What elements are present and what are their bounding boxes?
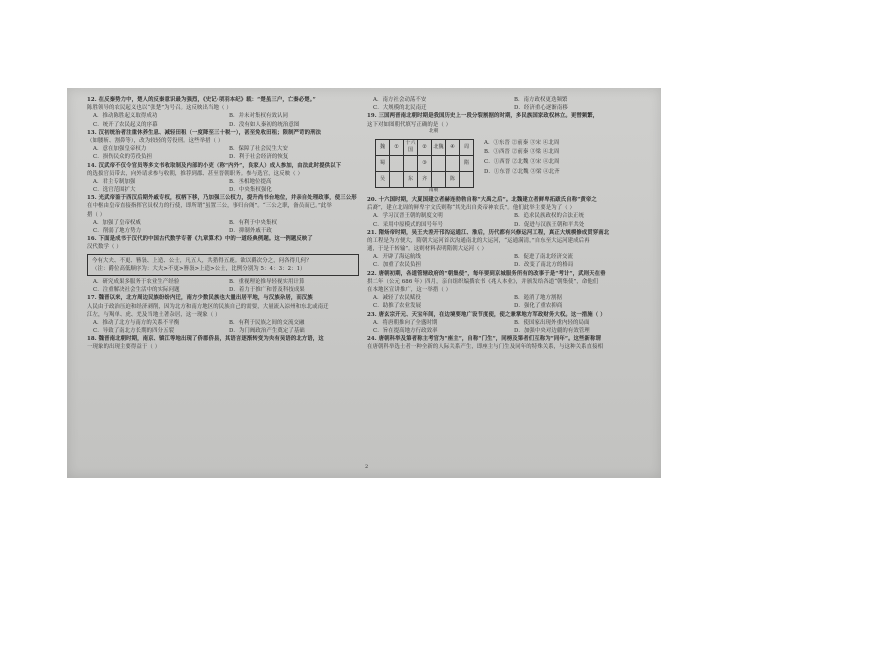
option-row: [367, 261, 649, 269]
page-number: 2: [365, 464, 369, 470]
option-row: [87, 112, 359, 120]
option-text: D．中央集权强化: [229, 187, 272, 194]
question-stem: 24. 唐朝科举及第者称主考官为“座主”，自称“门生”，同榜及第者们互称为“同年”。这些新称谓: [367, 336, 602, 343]
question-stem: 18. 魏晋南北朝时期，南京、镇江等地出现了侨郡侨县，其语言逐渐转变为央有吴语的北方语，这: [87, 336, 324, 343]
table-cell: 周: [460, 139, 474, 155]
option-text: A．君主专制加强: [93, 178, 136, 185]
boxed-problem-text: 今有大夫、不更、簪袅、上造、公士，凡五人，共猎得五鹿。欲以爵次分之，问各得几何？: [92, 257, 312, 264]
option-text: C．助推了农业发展: [373, 303, 422, 310]
option-text: D．利于社会经济的恢复: [229, 154, 289, 161]
option-text: B．重视理论推导轻视实用计算: [229, 278, 305, 285]
text-line: 在本地区宣讲推广，这一举措（ ）: [367, 287, 452, 293]
option-row: [87, 219, 359, 227]
question-stem: 21. 隋炀帝时期，吴王夫差开邗沟运通江、淮后，历代都有兴修运河工程，真正大规模修成贯穿南北: [367, 229, 610, 236]
dynasty-table-area: [367, 139, 649, 188]
table-cell: ①: [390, 139, 404, 155]
scanned-exam-page: [67, 88, 661, 478]
answer-option: C．①西晋 ②北魏 ③宋 ④北周: [484, 159, 560, 166]
option-text: A．减轻了农民赋役: [373, 295, 421, 302]
option-row: [367, 104, 649, 112]
option-text: C．注重解决社会生活中的实际问题: [93, 287, 180, 294]
option-row: [367, 212, 649, 220]
table-cell: [432, 171, 446, 187]
dynasty-table: [375, 139, 474, 188]
answer-option: D．①东晋 ②北魏 ③梁 ④北齐: [484, 168, 560, 175]
option-text: D．强化了重农抑商: [514, 303, 563, 310]
text-line: （如腰斩、割鼻等），改为较轻的劳役刑。这些举措（ ）: [87, 137, 224, 144]
option-row: [367, 96, 649, 104]
option-text: D．经济重心逐渐南移: [514, 105, 568, 112]
question-stem: 13. 汉初统治者注重休养生息、减轻田租（一度降至三十税一），甚至免收田租；限制严苛的刑法: [87, 129, 322, 136]
table-options: [484, 139, 560, 178]
option-row: [367, 253, 649, 261]
table-cell: 隋: [460, 155, 474, 171]
option-text: A．开辟了海运航线: [373, 254, 421, 261]
question-stem: 19. 三国两晋南北朝时期是我国历史上一段分裂割据的时期，多民族国家政权林立。更替频繁，: [367, 113, 599, 120]
option-row: [87, 327, 359, 335]
option-text: D．抑制外戚干政: [229, 228, 272, 234]
table-cell: 北魏: [432, 139, 446, 155]
option-text: A．推动陈胜起义取得成功: [93, 113, 158, 120]
table-cell: 十六国: [404, 139, 418, 155]
table-cell: 陈: [446, 171, 460, 187]
option-text: B．促进了南北经济交流: [514, 254, 573, 261]
text-line: 的选拔官员带去，向外请求参与收朝，推荐到郡、甚至晋朝职务。参与选官，这反映（ ）: [87, 170, 303, 177]
option-text: D．加强中央对边疆的有效管理: [514, 327, 590, 334]
table-cell: [390, 171, 404, 187]
option-text: C．选官范围扩大: [93, 187, 136, 194]
option-text: B．并未对集权有效认同: [229, 113, 288, 120]
option-row: [367, 294, 649, 302]
option-text: B．有利于民族之间的交流交融: [229, 319, 305, 326]
text-line: 措（ ）: [87, 211, 106, 218]
text-line: 这下对如图朝代填写正确的是（ ）: [367, 121, 452, 128]
option-text: C．损伤民众的劳役负担: [93, 154, 153, 161]
text-line: 人民由于政治压迫和经济剥削，因为北方和南方地区的民族自己的需要，大量流入凉州和东北或南迁: [87, 303, 329, 310]
question-stem: 16. 下面是成书于汉代的中国古代数学专著《九章算术》中的一道经典例题。这一例题反映了: [87, 236, 313, 243]
question-stem: 23. 唐玄宗开元、天宝年间，在边境要地广设节度使，使之兼掌地方军政财务大权。这一措施（ ）: [367, 311, 606, 318]
option-text: C．旨在提高地方行政效率: [373, 327, 438, 334]
answer-option: B．①西晋 ②前秦 ③梁 ④北周: [484, 149, 560, 156]
table-cell: 魏: [376, 139, 390, 155]
option-text: C．加重了农民负担: [373, 262, 422, 269]
option-row: [87, 227, 359, 235]
table-cell: ②: [418, 139, 432, 155]
question-stem: 22. 唐朝初期，各道管辖政府的“朝集使”，每年要到京城服务所有的改事于是“考计”，武则天在垂: [367, 270, 606, 277]
text-line: 后裔”，建立北周的鲜卑宇文氏则称“其先出自炎帝神农氏”。他们此举主要是为了（ ）: [367, 205, 576, 212]
right-column: [367, 96, 649, 352]
option-row: [367, 319, 649, 327]
table-cell: 蜀: [376, 155, 390, 171]
option-row: [367, 302, 649, 310]
option-row: [87, 186, 359, 194]
question-stem: 15. 光武帝鉴于西汉后期外戚专权，权柄下移，乃加强三公权力，提升尚书台地位，并亲自处理政事，使三公形: [87, 195, 357, 202]
problem-box: [87, 254, 359, 276]
text-line: 的工程是为方便大，隋朝大运河首次沟通南北的大运河，“运通满清，”自东至大运河建成后再: [367, 237, 590, 244]
option-text: A．意在加强皇帝权力: [93, 146, 147, 153]
option-text: B．有利于中央集权: [229, 219, 277, 226]
option-text: D．没有如人秦初的统治意图: [229, 121, 300, 128]
text-line: 汉代数学（ ）: [87, 244, 122, 251]
option-text: B．追求民族政权的合法正统: [514, 213, 584, 220]
table-cell: 东: [404, 171, 418, 187]
table-cell: [404, 155, 418, 171]
text-line: 在中枢由皇帝直接指挥官员权力的行使，即所谓“虽置三公，事归台阁”。“三公之职，备员而已。”此举: [87, 203, 332, 210]
table-cell: [432, 155, 446, 171]
text-line: 拱二年（公元 686 年）四月，亲自组织编撰农书《兆人本业》，并颁发给各道“朝集使”，命他们: [367, 278, 599, 285]
option-text: C．导致了南北方长期的四分五裂: [93, 328, 175, 335]
option-row: [87, 153, 359, 161]
option-text: C．削弱了地方势力: [93, 228, 142, 234]
question-stem: 20. 十六国时期，大夏国建立者赫连勃勃自称“大禹之后”。北魏建立者鲜卑拓跋氏自称“黄帝之: [367, 196, 597, 203]
option-text: B．南方政权更迭频繁: [514, 97, 568, 103]
table-cell: ④: [446, 139, 460, 155]
option-text: A．南方社会动荡不安: [373, 97, 427, 103]
text-line: 江左，与羯单、虎、羌及当地土著杂居，这一现象（ ）: [87, 311, 221, 318]
table-cell: 吴: [376, 171, 390, 187]
left-column: [87, 96, 359, 352]
option-text: B．丞相地位提高: [229, 178, 272, 185]
option-row: [367, 327, 649, 335]
option-row: [87, 145, 359, 153]
option-text: B．使国家出现外重内轻的局面: [514, 319, 590, 326]
option-text: C．采用中原模式的国号年号: [373, 221, 444, 228]
option-text: D．为门阀政治产生奠定了基础: [229, 328, 305, 335]
option-row: [87, 178, 359, 186]
option-row: [87, 286, 359, 294]
option-text: A．学习汉晋王朝的制度文明: [373, 213, 443, 220]
option-text: A．研究成果多服务于农业生产经验: [93, 278, 180, 285]
table-top-label: 北朝: [429, 128, 439, 134]
option-text: A．将唐朝推向了全盛时期: [373, 319, 438, 326]
table-cell: 齐: [418, 171, 432, 187]
option-text: C．统开了农民起义的序幕: [93, 121, 158, 128]
option-text: A．加强了皇帝权威: [93, 219, 141, 226]
table-bottom-label: 南朝: [429, 187, 439, 193]
text-line: 陈胜领导的农民起义也以“张楚”为号召。这反映出当地（ ）: [87, 105, 232, 112]
option-row: [367, 221, 649, 229]
table-cell: [460, 171, 474, 187]
question-stem: 12. 在反秦势力中，楚人的反秦意识最为强烈，《史记·项羽本纪》载：“楚虽三户，亡秦必楚。”: [87, 97, 316, 103]
option-text: B．保障了社会民生大安: [229, 146, 288, 153]
option-text: C．大规模的北民南迁: [373, 105, 427, 112]
question-stem: 14. 汉武帝不仅令官员等多文书收取制及内部的小吏（称“内外”，良家人）成人参加，由法此时提供以下: [87, 162, 342, 169]
option-text: B．遏消了地方割据: [514, 295, 562, 302]
option-text: D．改变了南北方的格局: [514, 262, 574, 269]
option-text: D．着力于推广和普及科技成果: [229, 287, 305, 294]
answer-option: A．①东晋 ②前秦 ③宋 ④北周: [484, 139, 560, 146]
text-line: 通，于是千转输”。这则材料表明隋朝大运河（ ）: [367, 246, 487, 253]
option-text: D．促进与汉族王朝和平共处: [514, 221, 585, 228]
option-text: A．推动了北方与南方的关系不平衡: [93, 319, 180, 326]
boxed-problem-text: （注：爵位高低顺序为：大夫>不更>簪袅>上造>公士，比例分别为 5：4：3：2：1）: [92, 265, 306, 272]
text-line: 一现象的出现主要得益于（ ）: [87, 344, 161, 351]
option-row: [87, 278, 359, 286]
question-stem: 17. 魏晋以来，北方周边民族纷纷内迁，南方少数民族也大量出居平地，与汉族杂居，而汉族: [87, 295, 313, 302]
table-cell: ③: [418, 155, 432, 171]
table-cell: [390, 155, 404, 171]
table-cell: [446, 155, 460, 171]
text-line: 在唐朝科举选士者一种全新的人际关系产生，即座主与门生及同年的特殊关系，与这种关系直接相: [367, 344, 604, 351]
option-row: [87, 121, 359, 129]
option-row: [87, 319, 359, 327]
